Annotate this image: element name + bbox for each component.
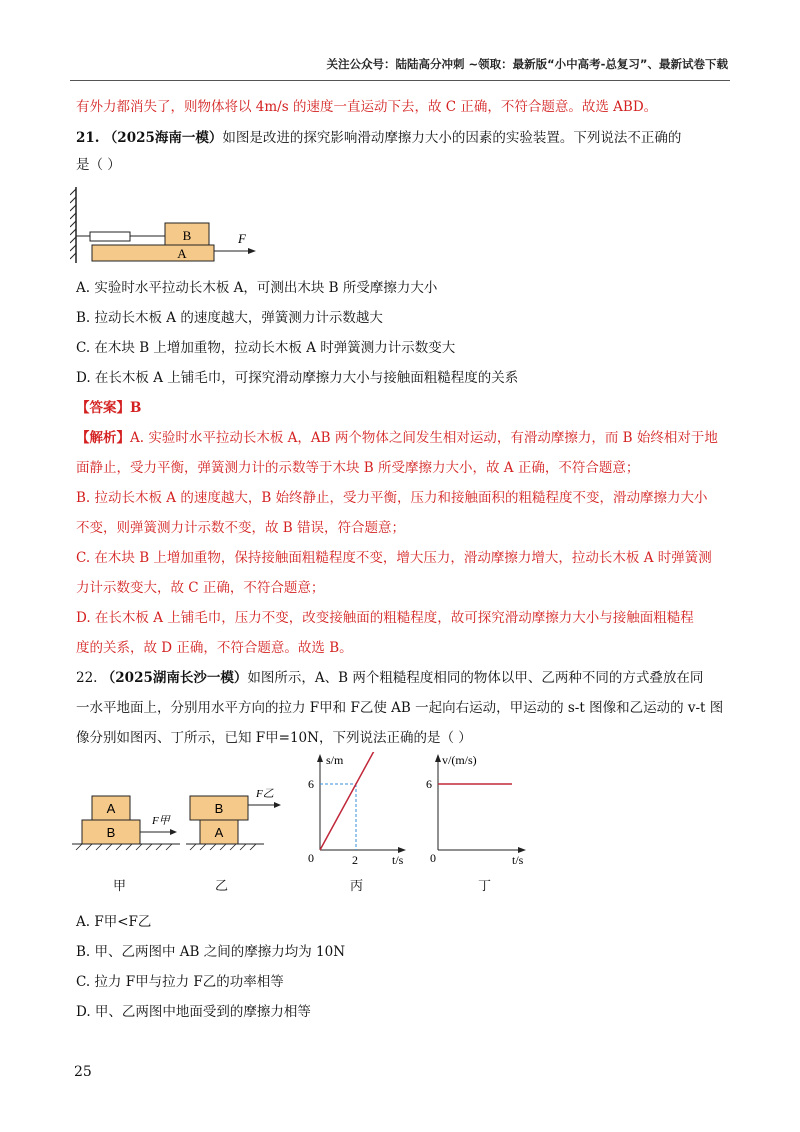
caption-ding: 丁 [478,879,492,894]
question-source: （2025湖南长沙一模） [101,670,248,686]
analysis-1: 【解析】A. 实验时水平拉动长木板 A，AB 两个物体之间发生相对运动，有滑动摩擦力，而 B 始终相对于地 [76,430,718,446]
analysis-5: C. 在木块 B 上增加重物，保持接触面粗糙程度不变，增大压力，滑动摩擦力增大，拉动长木板 A 时弹簧测 [76,550,712,566]
y-axis-label: s/m [326,753,344,767]
question-22-stem [76,668,732,688]
analysis-6: 力计示数变大，故 C 正确，不符合题意； [76,580,325,596]
x-axis-label: t/s [512,853,524,867]
page-header: 关注公众号：陆陆高分冲刺 ~领取：最新版“小中高考-总复习”、最新试卷下载 [326,57,728,71]
chart-ding-v-t [420,752,530,867]
q22-option-d: D. 甲、乙两图中地面受到的摩擦力相等 [76,1004,311,1020]
analysis-8: 度的关系，故 D 正确，不符合题意。故选 B。 [76,640,353,656]
figure-jia [72,790,182,854]
q21-option-c: C. 在木块 B 上增加重物，拉动长木板 A 时弹簧测力计示数变大 [76,340,456,356]
board-a [92,245,214,261]
svg-text:A: A [106,801,116,816]
jia-force-label: F甲 [152,815,170,827]
y-tick-label: 6 [308,777,314,791]
svg-text:B: B [106,825,116,840]
question-text: 如图所示，A、B 两个粗糙程度相同的物体以甲、乙两种不同的方式叠放在同 [247,670,704,686]
q21-option-a: A. 实验时水平拉动长木板 A，可测出木块 B 所受摩擦力大小 [76,280,438,296]
caption-yi: 乙 [215,879,229,894]
caption-bing: 丙 [350,879,364,894]
board-a-label: A [177,246,187,261]
y-axis-label: v/(m/s) [442,753,477,767]
svg-text:A: A [214,825,224,840]
q21-option-d: D. 在长木板 A 上铺毛巾，可探究滑动摩擦力大小与接触面粗糙程度的关系 [76,370,519,386]
question-number: 21. [76,130,100,146]
figure-21-apparatus [70,185,260,265]
analysis-3: B. 拉动长木板 A 的速度越大，B 始终静止，受力平衡，压力和接触面积的粗糙程度不变，滑动摩擦力大小 [76,490,708,506]
question-21-stem [76,128,732,148]
question-text: 如图是改进的探究影响滑动摩擦力大小的因素的实验装置。下列说法不正确的 [222,130,682,146]
prev-answer-tail: 有外力都消失了，则物体将以 4m/s 的速度一直运动下去，故 C 正确，不符合题意。故选 ABD。 [76,99,658,115]
y-tick-label: 6 [426,777,432,791]
question-22-stem-cont1: 一水平地面上，分别用水平方向的拉力 F甲和 F乙使 AB 一起向右运动，甲运动的 s-t 图像和乙运动的 v-t 图 [76,700,724,716]
x-tick-label: 2 [352,853,358,867]
q21-option-b: B. 拉动长木板 A 的速度越大，弹簧测力计示数越大 [76,310,383,326]
force-label: F [238,231,246,246]
question-21-stem-cont: 是（ ） [76,157,121,173]
answer: 【答案】B [76,400,142,416]
yi-force-label: F乙 [256,788,274,800]
origin-label: 0 [308,851,314,865]
analysis-7: D. 在长木板 A 上铺毛巾，压力不变，改变接触面的粗糙程度，故可探究滑动摩擦力大小与接触面粗糙程 [76,610,694,626]
svg-text:B: B [214,801,224,816]
page-number: 25 [74,1064,92,1080]
question-number: 22. [76,670,98,686]
caption-jia: 甲 [113,879,127,894]
analysis-label: 【解析】 [76,430,130,446]
figure-yi [186,785,286,854]
q22-option-a: A. F甲<F乙 [76,914,152,930]
block-b-label: B [182,228,192,243]
header-divider [70,80,730,81]
q22-option-b: B. 甲、乙两图中 AB 之间的摩擦力均为 10N [76,944,346,960]
spring-scale [90,232,130,241]
x-axis-label: t/s [392,853,404,867]
analysis-4: 不变，则弹簧测力计示数不变，故 B 错误，符合题意； [76,520,406,536]
question-source: （2025海南一模） [103,130,223,146]
analysis-2: 面静止，受力平衡，弹簧测力计的示数等于木块 B 所受摩擦力大小，故 A 正确，不符合题意； [76,460,640,476]
chart-bing-s-t [300,752,410,867]
question-22-stem-cont2: 像分别如图丙、丁所示，已知 F甲=10N，下列说法正确的是（ ） [76,730,472,746]
origin-label: 0 [430,851,436,865]
q22-option-c: C. 拉力 F甲与拉力 F乙的功率相等 [76,974,284,990]
